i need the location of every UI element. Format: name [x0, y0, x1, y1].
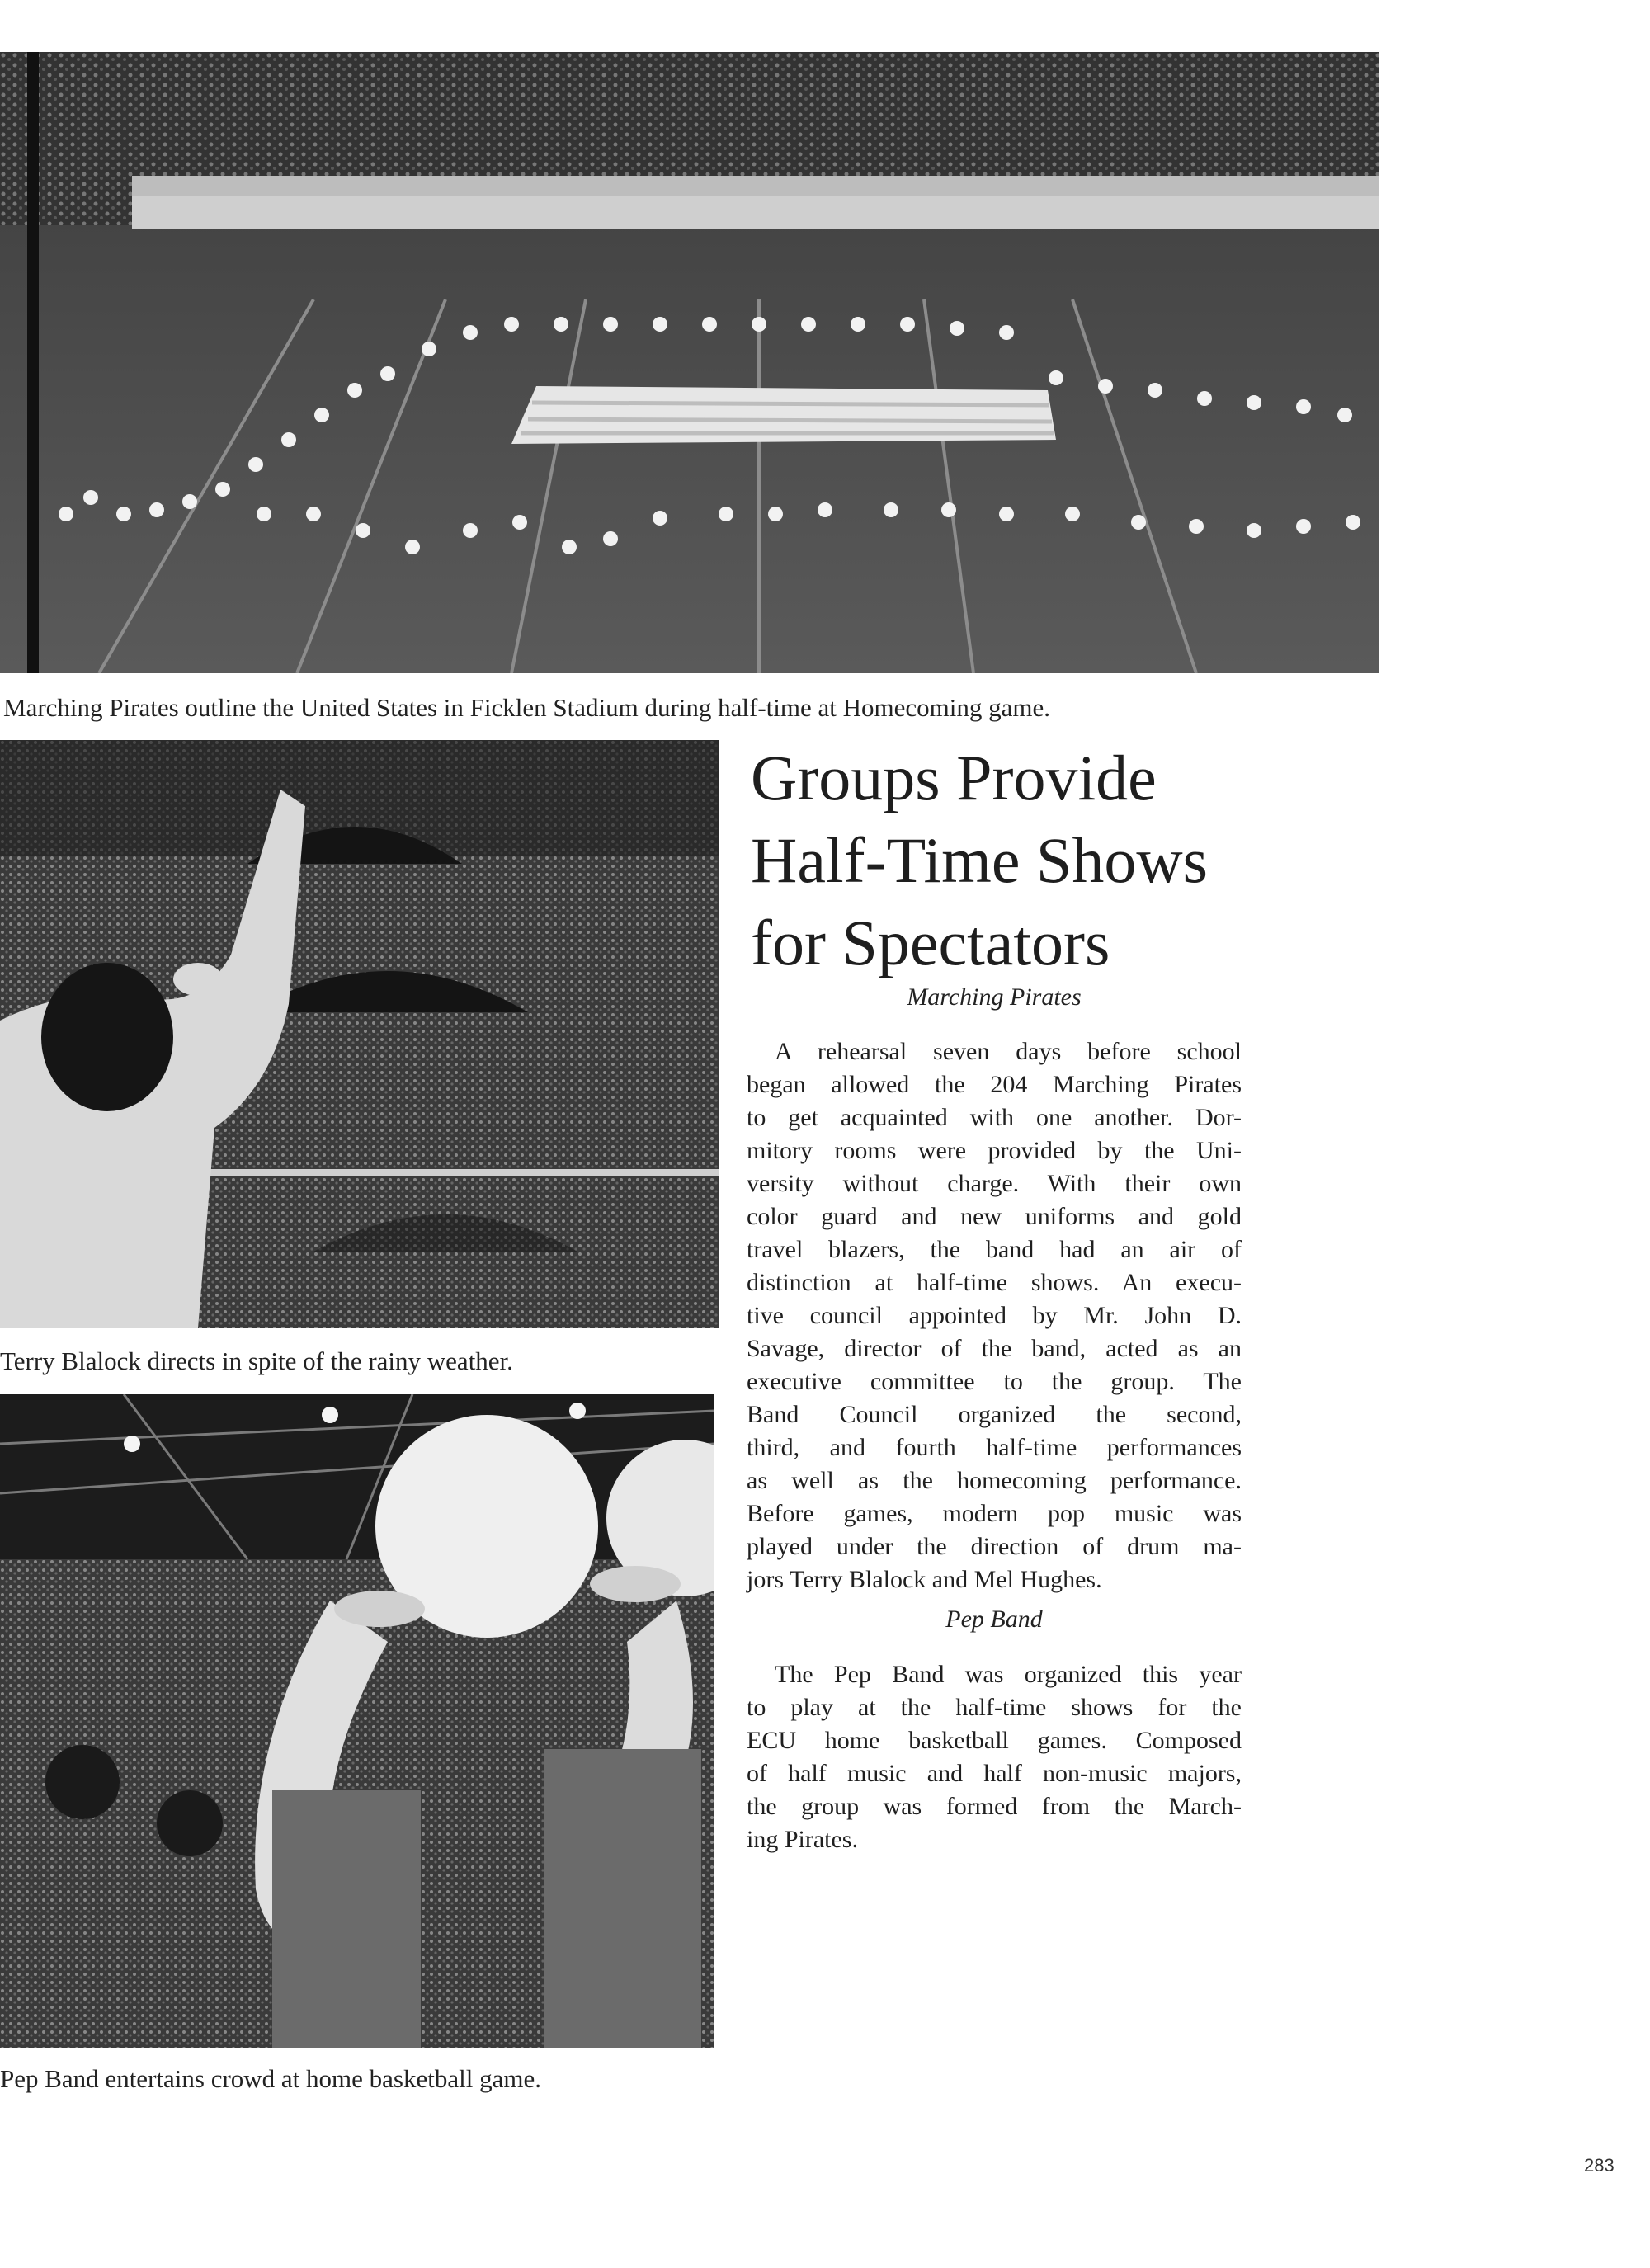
headline-line: for Spectators	[751, 907, 1110, 978]
body-line: to get acquainted with one another. Dor-	[747, 1104, 1242, 1131]
body-line: to play at the half-time shows for the	[747, 1694, 1242, 1721]
body-line: Savage, director of the band, acted as an	[747, 1335, 1242, 1362]
article-headline	[751, 737, 1287, 984]
body-line: versity without charge. With their own	[747, 1170, 1242, 1197]
body-line: of half music and half non-music majors,	[747, 1760, 1242, 1787]
body-line: as well as the homecoming performance.	[747, 1467, 1242, 1494]
headline-line: Half-Time Shows	[751, 824, 1208, 896]
pep-band-photo	[0, 1394, 714, 2048]
body-line: mitory rooms were provided by the Uni-	[747, 1137, 1242, 1164]
section-subhead-pep-band: Pep Band	[945, 1606, 1043, 1633]
stadium-photo	[0, 52, 1379, 673]
headline-line: Groups Provide	[751, 742, 1157, 813]
body-line: Band Council organized the second,	[747, 1401, 1242, 1428]
body-line: executive committee to the group. The	[747, 1368, 1242, 1395]
rain-conductor-photo	[0, 740, 719, 1328]
marching-band-field-image	[0, 52, 1379, 673]
body-line: ECU home basketball games. Composed	[747, 1727, 1242, 1754]
body-line: began allowed the 204 Marching Pirates	[747, 1071, 1242, 1098]
page-number: 283	[1584, 2155, 1615, 2176]
section-subhead-marching-pirates: Marching Pirates	[907, 983, 1082, 1011]
body-line: played under the direction of drum ma-	[747, 1533, 1242, 1560]
body-line: ing Pirates.	[747, 1826, 858, 1853]
body-line: distinction at half-time shows. An execu-	[747, 1269, 1242, 1296]
body-line: The Pep Band was organized this year	[775, 1661, 1242, 1688]
sousaphone-players-image	[0, 1394, 714, 2048]
body-line: travel blazers, the band had an air of	[747, 1236, 1242, 1263]
body-line: tive council appointed by Mr. John D.	[747, 1302, 1242, 1329]
stadium-photo-caption: Marching Pirates outline the United States in Ficklen Stadium during half-time at Homecoming game.	[3, 693, 1051, 722]
body-line: third, and fourth half-time performances	[747, 1434, 1242, 1461]
body-line: the group was formed from the March-	[747, 1793, 1242, 1820]
section-body-marching-pirates	[747, 1035, 1242, 1596]
body-line: color guard and new uniforms and gold	[747, 1203, 1242, 1230]
body-line: A rehearsal seven days before school	[775, 1038, 1242, 1065]
pep-band-photo-caption: Pep Band entertains crowd at home basketball game.	[0, 2064, 541, 2093]
body-line: Before games, modern pop music was	[747, 1500, 1242, 1527]
section-body-pep-band	[747, 1658, 1242, 1856]
body-line: jors Terry Blalock and Mel Hughes.	[747, 1566, 1102, 1593]
drum-major-rain-image	[0, 740, 719, 1328]
rain-photo-caption: Terry Blalock directs in spite of the rainy weather.	[0, 1346, 513, 1375]
